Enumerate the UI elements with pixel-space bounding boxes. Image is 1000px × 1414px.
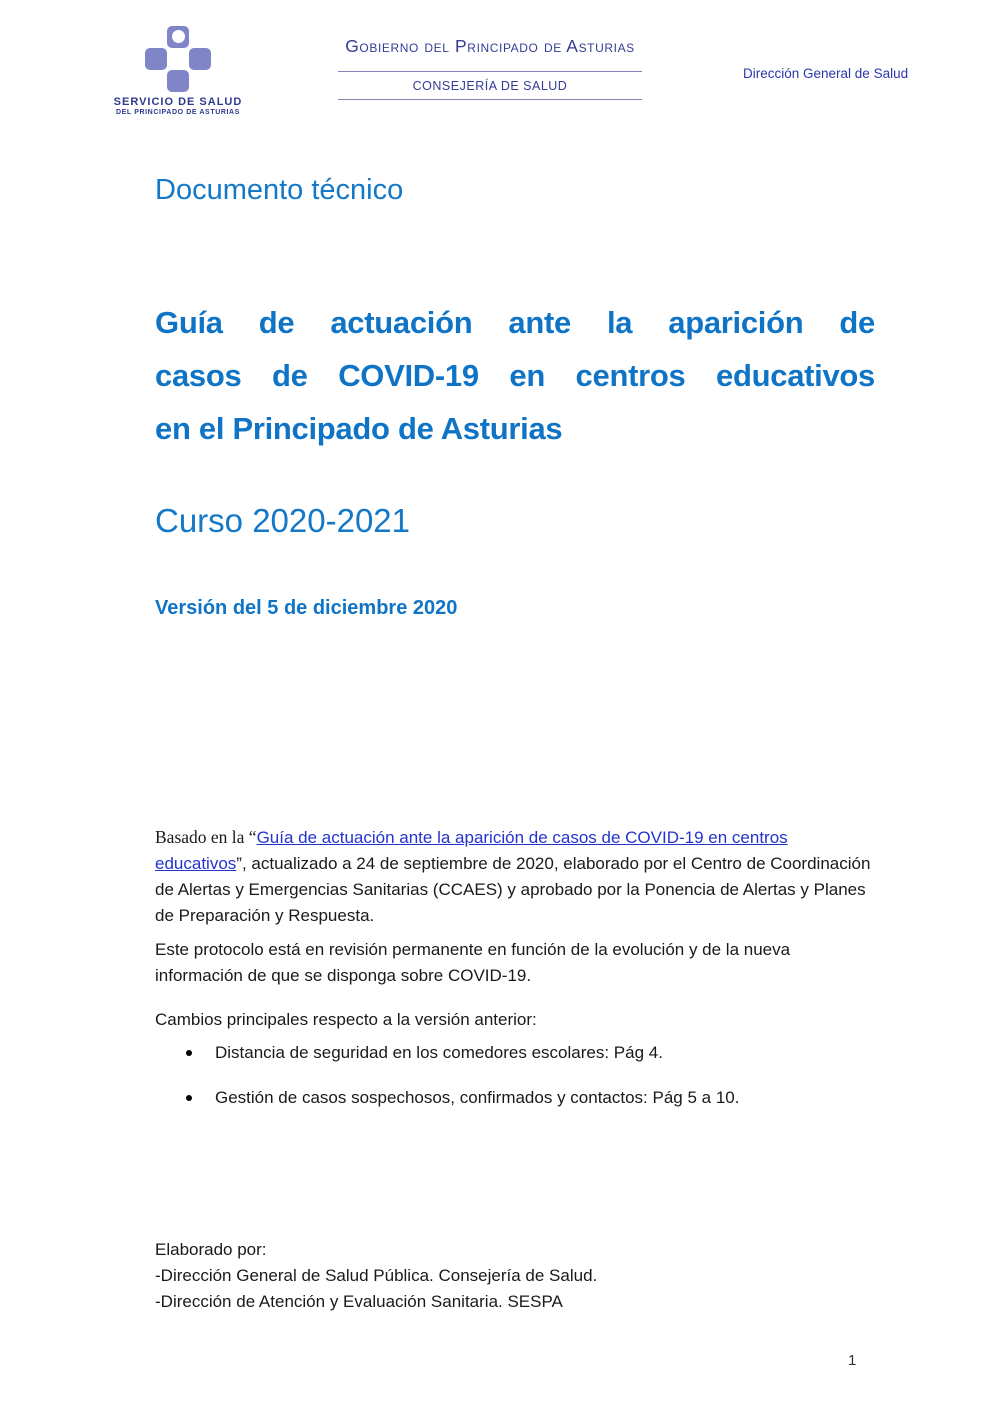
list-item-distancia: Distancia de seguridad en los comedores escolares: Pág 4. — [155, 1040, 877, 1066]
list-item-gestion: Gestión de casos sospechosos, confirmados y contactos: Pág 5 a 10. — [155, 1085, 877, 1111]
department-title: CONSEJERÍA DE SALUD — [412, 79, 568, 93]
elaborated-by-line1: -Dirección General de Salud Pública. Consejería de Salud. — [155, 1266, 598, 1285]
document-title-line3: en el Principado de Asturias — [155, 411, 563, 446]
directorate-label: Dirección General de Salud — [743, 66, 909, 81]
document-title-line1: Guía de actuación ante la aparición de — [155, 305, 875, 340]
logo-caption-line1: SERVICIO DE SALUD — [113, 96, 243, 108]
health-service-cross-icon — [145, 26, 211, 92]
elaborated-by-heading: Elaborado por: — [155, 1240, 267, 1259]
document-kicker: Documento técnico — [155, 174, 404, 206]
cross-circle — [172, 30, 185, 43]
elaborated-by-block — [155, 1237, 877, 1315]
based-suffix: ”, actualizado a 24 de septiembre de 2020, elaborado por el Centro de Coordinación de Alertas y Emergencias Sanitarias (CCAES) y aprobado por la Ponencia de Alertas y Planes de Preparación y Respuesta. — [155, 854, 871, 925]
cross-right-block — [189, 48, 211, 70]
changes-list — [155, 1040, 877, 1130]
government-header — [280, 36, 700, 100]
page-number: 1 — [848, 1352, 857, 1369]
header-rule-top — [338, 71, 642, 72]
header-rule-bottom — [338, 99, 642, 100]
guide-link[interactable]: Guía de actuación ante la aparición de casos de COVID-19 en centros educativos — [155, 828, 788, 873]
logo-caption-line2: DEL PRINCIPADO DE ASTURIAS — [116, 109, 240, 116]
document-subtitle: Curso 2020-2021 — [155, 502, 411, 539]
cross-left-block — [145, 48, 167, 70]
government-title: Gobierno del Principado de Asturias — [345, 36, 635, 56]
paragraph-based-on — [155, 824, 877, 929]
based-prefix: Basado en la “ — [155, 827, 257, 847]
document-version: Versión del 5 de diciembre 2020 — [155, 597, 458, 619]
document-title — [155, 296, 875, 455]
changes-heading: Cambios principales respecto a la versión anterior: — [155, 1010, 537, 1029]
health-service-logo — [108, 26, 248, 116]
paragraph-revision: Este protocolo está en revisión permanente en función de la evolución y de la nueva información de que se disponga sobre COVID-19. — [155, 940, 791, 985]
cross-bottom-block — [167, 70, 189, 92]
elaborated-by-line2: -Dirección de Atención y Evaluación Sanitaria. SESPA — [155, 1292, 563, 1311]
document-title-line2: casos de COVID-19 en centros educativos — [155, 358, 875, 393]
